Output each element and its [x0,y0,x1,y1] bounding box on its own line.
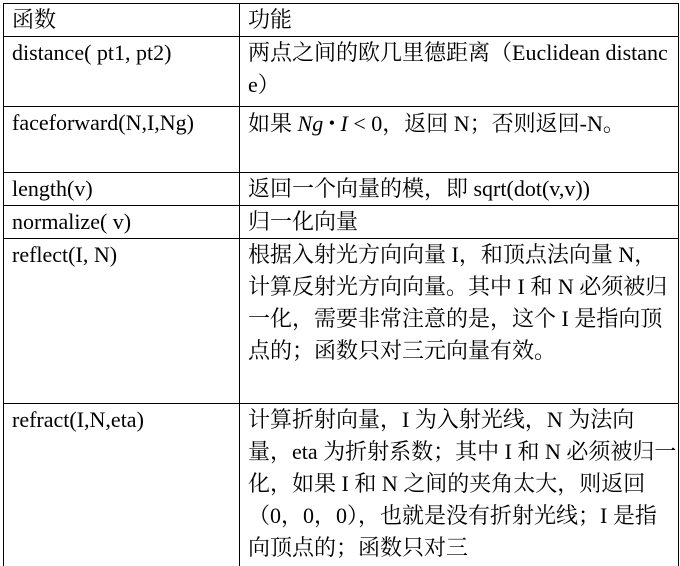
less-than-zero: < 0 [347,111,383,136]
function-desc-cell: 两点之间的欧几里德距离（Euclidean distance） [240,37,679,107]
function-name-cell: faceforward(N,I,Ng) [4,107,240,173]
function-desc-cell: 返回一个向量的模，即 sqrt(dot(v,v)) [240,173,679,206]
function-name-cell: distance( pt1, pt2) [4,37,240,107]
table-row [4,404,679,566]
function-name-cell: refract(I,N,eta) [4,404,240,566]
desc-text-pre: 如果 [248,111,298,136]
table-row [4,173,679,206]
table-row [4,37,679,107]
header-cell-function: 函数 [4,4,240,37]
desc-text-post: ，返回 N；否则返回-N。 [382,111,625,136]
function-desc-cell: 根据入射光方向向量 I，和顶点法向量 N，计算反射光方向向量。其中 I 和 N 必须被归一化，需要非常注意的是，这个 I 是指向顶点的；函数只对三元向量有效。 [240,239,679,404]
header-cell-description: 功能 [240,4,679,37]
function-name-cell: normalize( v) [4,206,240,239]
table-row [4,239,679,404]
table-header-row [4,4,679,37]
function-name-cell: reflect(I, N) [4,239,240,404]
table-row [4,206,679,239]
dot-operator: • [328,113,336,133]
var-i: I [340,111,348,136]
function-name-cell: length(v) [4,173,240,206]
function-desc-cell: 归一化向量 [240,206,679,239]
function-table [3,3,679,566]
var-ng: Ng [297,111,324,136]
table-row [4,107,679,173]
function-desc-cell [240,107,679,173]
function-desc-cell: 计算折射向量，I 为入射光线，N 为法向量，eta 为折射系数；其中 I 和 N 必须被归一化，如果 I 和 N 之间的夹角太大，则返回（0，0，0），也就是没有折射光线；I 是指向顶点的；函数只对三 [240,404,679,566]
